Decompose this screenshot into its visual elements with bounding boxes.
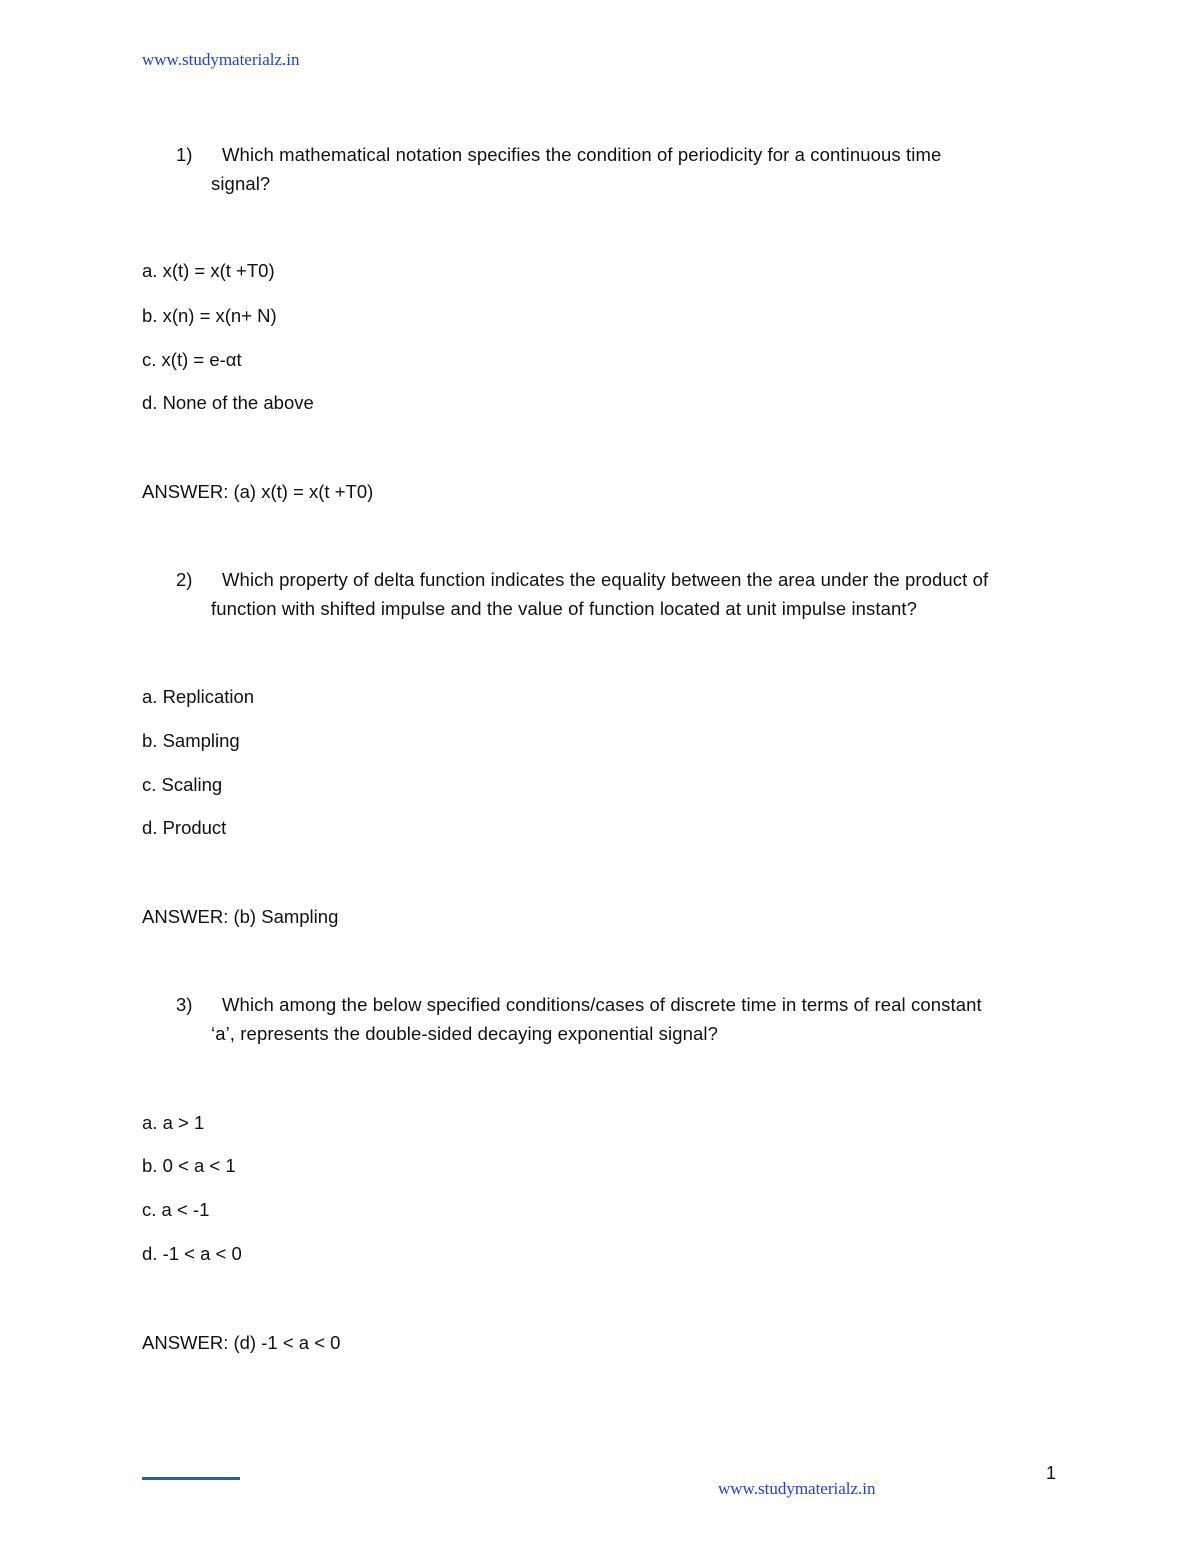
option-b: b. x(n) = x(n+ N) (142, 305, 277, 326)
option-b: b. Sampling (142, 730, 240, 751)
answer: ANSWER: (d) -1 < a < 0 (142, 1332, 341, 1353)
question-number: 1) (176, 144, 193, 165)
option-a: a. Replication (142, 686, 255, 707)
option-a: a. a > 1 (142, 1112, 205, 1133)
option-d: d. Product (142, 817, 227, 838)
answer: ANSWER: (a) x(t) = x(t +T0) (142, 481, 374, 502)
page-number: 1 (1046, 1463, 1057, 1483)
answer: ANSWER: (b) Sampling (142, 906, 339, 927)
header-link[interactable]: www.studymaterialz.in (142, 50, 300, 69)
option-d: d. None of the above (142, 392, 314, 413)
question-text-line2: function with shifted impulse and the value of function located at unit impulse instant? (211, 598, 918, 619)
question-number: 3) (176, 994, 193, 1015)
option-c: c. a < -1 (142, 1199, 210, 1220)
footer-rule (142, 1477, 240, 1480)
option-a: a. x(t) = x(t +T0) (142, 260, 275, 281)
option-d: d. -1 < a < 0 (142, 1243, 242, 1264)
question-text-line2: signal? (211, 173, 271, 194)
question-text-line1: Which mathematical notation specifies the condition of periodicity for a continuous time (222, 144, 942, 165)
question-text-line1: Which among the below specified conditions/cases of discrete time in terms of real constant (222, 994, 982, 1015)
option-c: c. x(t) = e-αt (142, 349, 242, 370)
question-text-line2: ‘a’, represents the double-sided decaying exponential signal? (211, 1023, 718, 1044)
option-c: c. Scaling (142, 774, 223, 795)
footer-link[interactable]: www.studymaterialz.in (718, 1479, 876, 1498)
option-b: b. 0 < a < 1 (142, 1155, 236, 1176)
question-number: 2) (176, 569, 193, 590)
question-text-line1: Which property of delta function indicates the equality between the area under the product of (222, 569, 989, 590)
